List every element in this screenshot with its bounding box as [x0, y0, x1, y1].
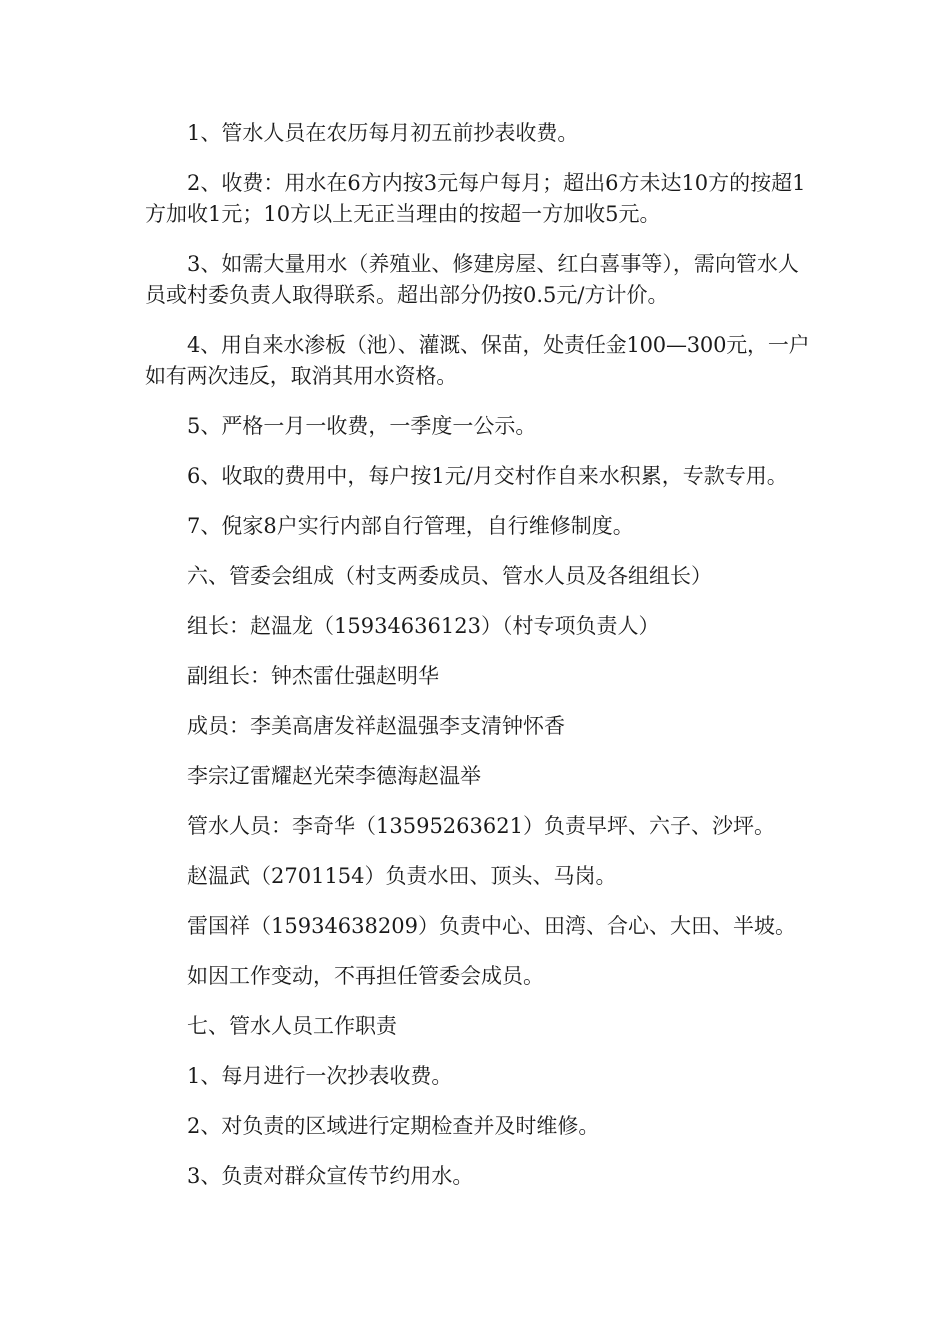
paragraph-rule-1: 1、管水人员在农历每月初五前抄表收费。 [187, 121, 579, 145]
water-manager-1: 管水人员：李奇华（13595263621）负责早坪、六子、沙坪。 [187, 814, 775, 838]
paragraph-rule-4-penalty: 4、用自来水渗板（池）、灌溉、保苗，处责任金100—300元，一户如有两次违反，取消其用水资格。 [145, 333, 810, 388]
paragraph-rule-2-fees: 2、收费：用水在6方内按3元每户每月；超出6方未达10方的按超1方加收1元；10方以上无正当理由的按超一方加收5元。 [145, 171, 806, 226]
committee-leader: 组长：赵温龙（15934636123）（村专项负责人） [187, 614, 660, 638]
committee-note: 如因工作变动，不再担任管委会成员。 [187, 964, 544, 988]
duty-1: 1、每月进行一次抄表收费。 [187, 1064, 453, 1088]
committee-members-continued: 李宗辽雷耀赵光荣李德海赵温举 [187, 764, 481, 788]
paragraph-rule-6: 6、收取的费用中，每户按1元/月交村作自来水积累，专款专用。 [187, 464, 788, 488]
duty-2: 2、对负责的区域进行定期检查并及时维修。 [187, 1114, 600, 1138]
section-heading-duties: 七、管水人员工作职责 [187, 1014, 397, 1038]
duty-3: 3、负责对群众宣传节约用水。 [187, 1164, 474, 1188]
committee-deputy-leaders: 副组长：钟杰雷仕强赵明华 [187, 664, 439, 688]
paragraph-rule-7: 7、倪家8户实行内部自行管理，自行维修制度。 [187, 514, 634, 538]
committee-members: 成员：李美高唐发祥赵温强李支清钟怀香 [187, 714, 565, 738]
water-manager-2: 赵温武（2701154）负责水田、顶头、马岗。 [187, 864, 617, 888]
document-body [145, 118, 810, 1211]
water-manager-3: 雷国祥（15934638209）负责中心、田湾、合心、大田、半坡。 [187, 914, 796, 938]
paragraph-rule-5: 5、严格一月一收费，一季度一公示。 [187, 414, 537, 438]
section-heading-committee: 六、管委会组成（村支两委成员、管水人员及各组组长） [187, 564, 712, 588]
paragraph-rule-3-bulk-use: 3、如需大量用水（养殖业、修建房屋、红白喜事等），需向管水人员或村委负责人取得联系。超出部分仍按0.5元/方计价。 [145, 252, 799, 307]
